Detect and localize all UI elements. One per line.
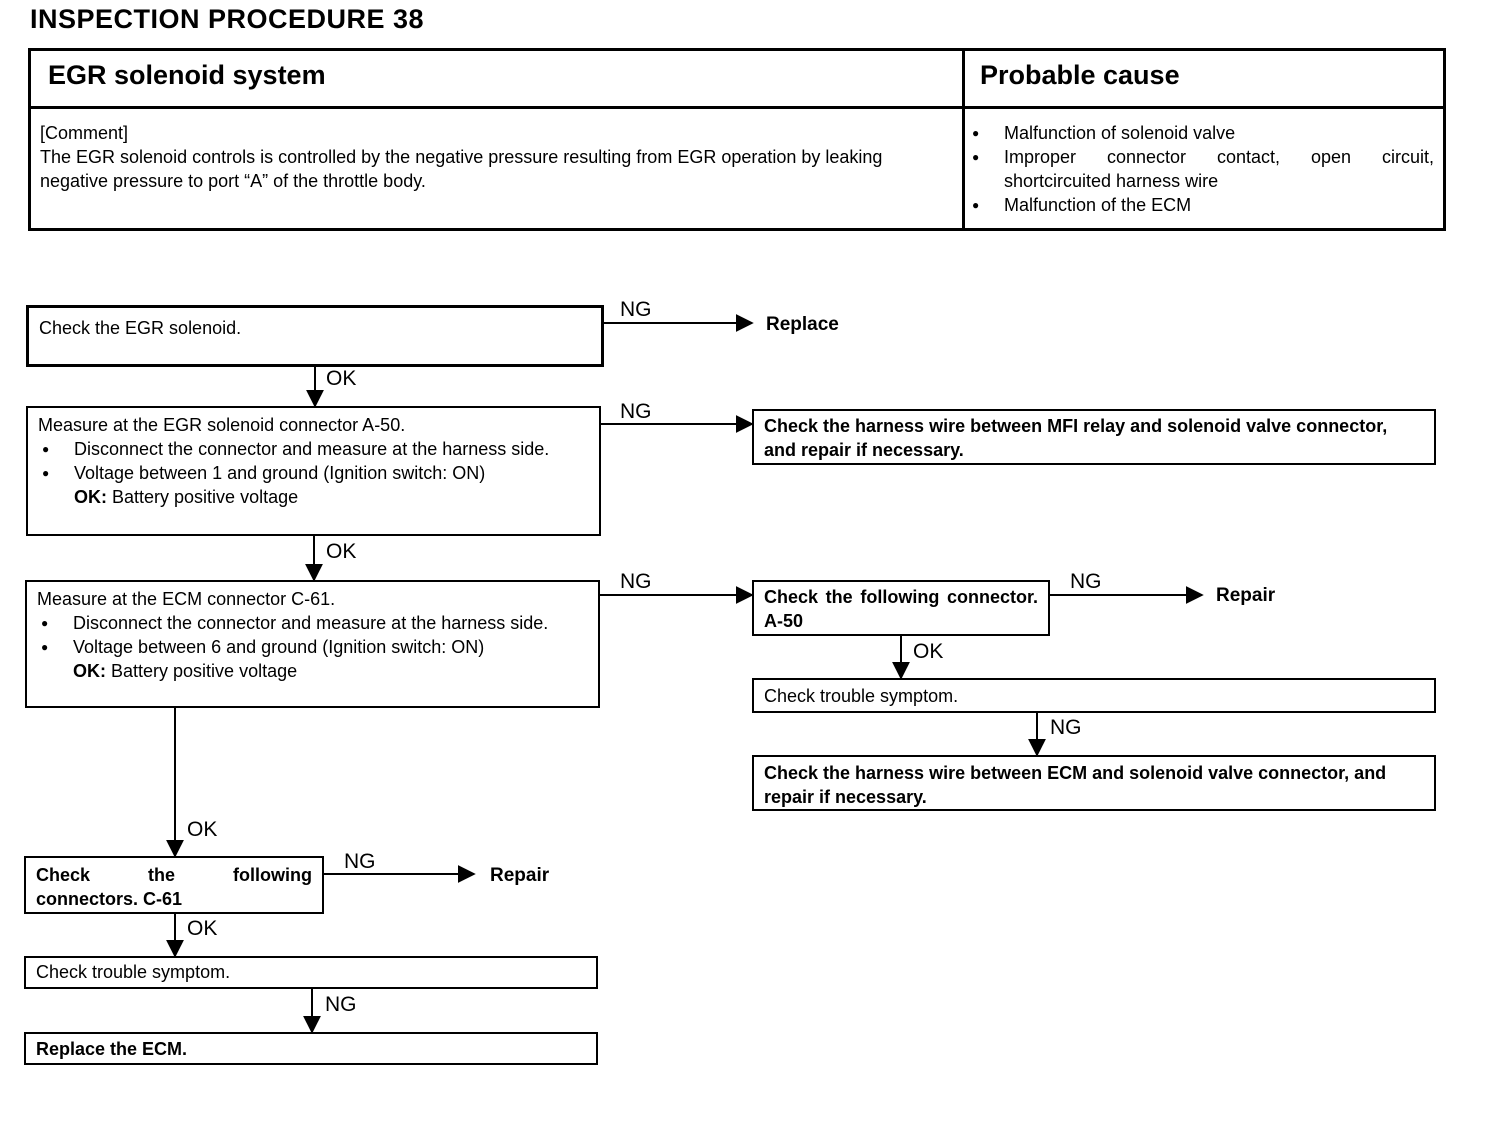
ok-key: OK:: [73, 661, 106, 681]
ng-label: NG: [620, 570, 652, 593]
cause-item: ● Malfunction of solenoid valve: [972, 121, 1434, 145]
step-bullet: ● Voltage between 1 and ground (Ignition switch: ON): [38, 461, 589, 485]
result-repair: Repair: [490, 865, 550, 886]
step-text: Check the following connectors. C-61: [36, 865, 312, 909]
step-check-mfi-harness: [752, 409, 1436, 465]
step-check-trouble-symptom: [752, 678, 1436, 713]
step-bullet: ● Disconnect the connector and measure at the harness side.: [38, 437, 589, 461]
comment-label: [Comment]: [40, 123, 129, 143]
ok-label: OK: [187, 818, 218, 841]
ng-label: NG: [1070, 570, 1102, 593]
ok-criteria: [38, 485, 589, 509]
ok-key: OK:: [74, 487, 107, 507]
step-title: Measure at the ECM connector C-61.: [37, 589, 336, 609]
cause-item: ● Improper connector contact, open circuit, shortcircuited harness wire: [972, 145, 1434, 193]
ok-label: OK: [913, 640, 944, 663]
ng-label: NG: [1050, 716, 1082, 739]
step-check-connector-a50: [752, 580, 1050, 636]
step-check-egr-solenoid: [26, 305, 604, 367]
ng-label: NG: [325, 993, 357, 1016]
probable-cause-title: Probable cause: [980, 60, 1180, 90]
ng-label: NG: [344, 850, 376, 873]
step-text: Check the harness wire between ECM and solenoid valve connector, and repair if necessary.: [764, 763, 1387, 807]
step-replace-ecm: [24, 1032, 598, 1065]
ok-value: Battery positive voltage: [111, 661, 298, 681]
ok-label: OK: [187, 917, 218, 940]
step-check-connector-c61: [24, 856, 324, 914]
step-title: Measure at the EGR solenoid connector A-50.: [38, 415, 406, 435]
system-title: EGR solenoid system: [48, 60, 326, 90]
step-measure-egr-connector: [26, 406, 601, 536]
step-check-trouble-symptom: [24, 956, 598, 989]
step-text: Replace the ECM.: [36, 1039, 188, 1059]
ok-label: OK: [326, 367, 357, 390]
result-repair: Repair: [1216, 585, 1276, 606]
ng-label: NG: [620, 298, 652, 321]
step-measure-ecm-connector: [25, 580, 600, 708]
step-check-ecm-harness: [752, 755, 1436, 811]
step-text: Check trouble symptom.: [764, 686, 959, 706]
ok-criteria: [37, 659, 588, 683]
step-text: Check the harness wire between MFI relay and solenoid valve connector, and repair if necessary.: [764, 416, 1388, 460]
comment-text: The EGR solenoid controls is controlled by the negative pressure resulting from EGR operation by leaking negative pressure to port “A” of the throttle body.: [40, 147, 883, 191]
page-title: INSPECTION PROCEDURE 38: [30, 4, 425, 34]
step-bullet: ● Disconnect the connector and measure at the harness side.: [37, 611, 588, 635]
ng-label: NG: [620, 400, 652, 423]
step-text: Check the EGR solenoid.: [39, 318, 242, 338]
step-text: Check the following connector. A-50: [764, 587, 1038, 631]
step-text: Check trouble symptom.: [36, 962, 231, 982]
ok-value: Battery positive voltage: [112, 487, 299, 507]
cause-item: ● Malfunction of the ECM: [972, 193, 1434, 217]
step-bullet: ● Voltage between 6 and ground (Ignition switch: ON): [37, 635, 588, 659]
result-replace: Replace: [766, 314, 839, 335]
ok-label: OK: [326, 540, 357, 563]
